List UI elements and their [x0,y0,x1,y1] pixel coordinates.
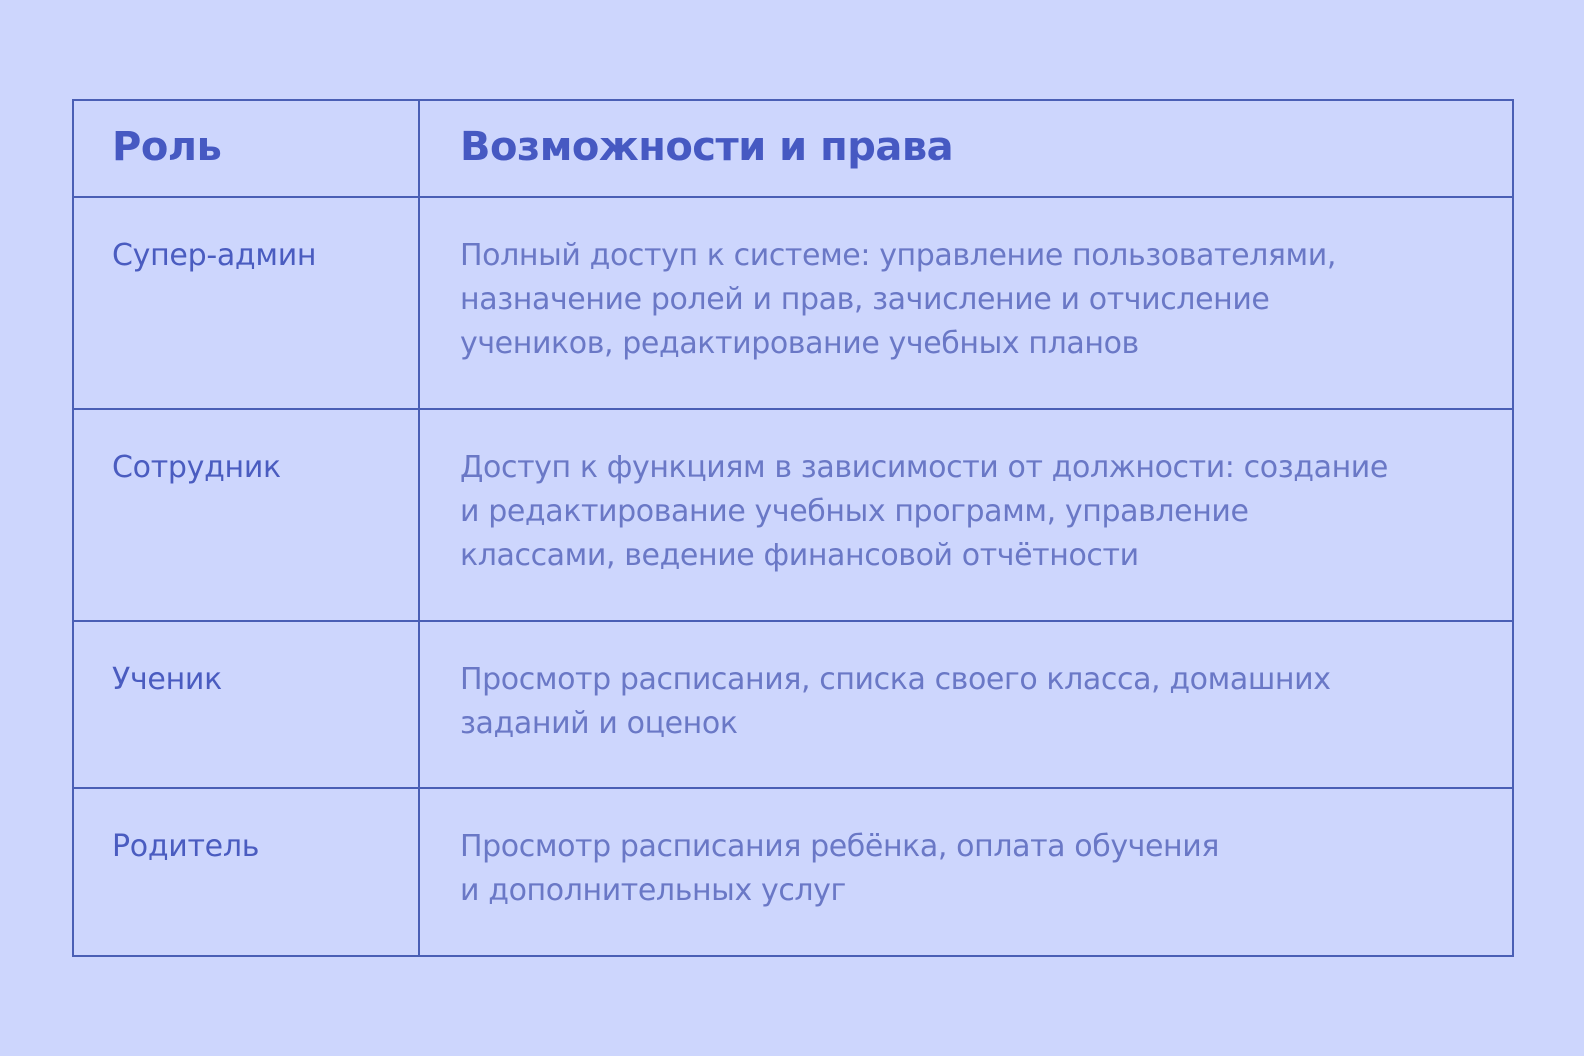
table-header-row [73,100,1513,197]
header-rights-cell [419,100,1513,197]
table-row [73,409,1513,621]
rights-description: Доступ к функциям в зависимости от должности: создание и редактирование учебных программ, управление классами, ведение финансовой отчётности [460,450,1388,573]
rights-description: Просмотр расписания, списка своего класса, домашних заданий и оценок [460,662,1331,741]
role-name: Супер-админ [112,238,317,273]
table-row [73,788,1513,956]
rights-description: Просмотр расписания ребёнка, оплата обучения и дополнительных услуг [460,829,1220,908]
role-name: Родитель [112,829,260,864]
rights-cell [419,409,1513,621]
role-name: Сотрудник [112,450,281,485]
rights-cell [419,197,1513,409]
rights-cell [419,788,1513,956]
header-role-cell [73,100,419,197]
role-cell [73,409,419,621]
table-row [73,197,1513,409]
roles-table [72,99,1514,957]
rights-cell [419,621,1513,788]
role-cell [73,197,419,409]
role-cell [73,788,419,956]
role-name: Ученик [112,662,222,697]
table-row [73,621,1513,788]
rights-description: Полный доступ к системе: управление пользователями, назначение ролей и прав, зачисление и отчисление учеников, редактирование учебных планов [460,238,1337,361]
header-rights-label: Возможности и права [460,124,954,170]
roles-table-frame [72,99,1514,955]
role-cell [73,621,419,788]
header-role-label: Роль [112,124,222,170]
